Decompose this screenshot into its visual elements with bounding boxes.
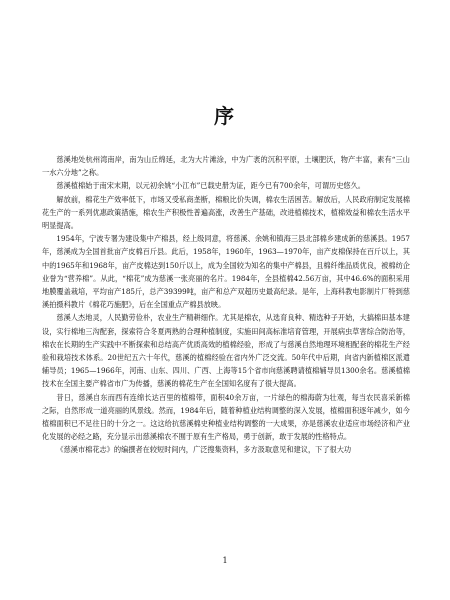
body-text xyxy=(42,153,410,457)
paragraph: 1954年，宁波专署为建设集中产棉县，经上级同意，将慈溪、余姚和镇海三县北部棉乡建成新的慈溪县。1957年，慈溪成为全国首批亩产皮棉百斤县。此后，1958年，1960年，1963—1970年，亩产皮棉保持在百斤以上，其中的1965年和1968年，亩产皮棉达到150斤以上，成为全国较为知名的集中产棉县，且棉纤维品质优良，被棉纺企业誉为“营养棉”。从此，“棉花”成为慈溪一张亮丽的名片。1984年，全县植棉42.56万亩，其中46.6%的面积采用地膜覆盖栽培，平均亩产185斤，总产39399吨，亩产和总产双超历史最高纪录。是年，上海科教电影制片厂特到慈溪拍摄科教片《棉花巧施肥》，后在全国重点产棉县放映。 xyxy=(42,234,410,310)
paragraph: 解放前，棉花生产效率低下，市场又受私商垄断，棉粮比价失调，棉农生活困苦。解放后，人民政府制定发展棉花生产的一系列优惠政策措施，棉农生产积极性普遍高涨，改善生产基础，改进植棉技术，植棉效益和棉农生活水平明显提高。 xyxy=(42,194,410,231)
page-title: 序 xyxy=(214,104,236,128)
paragraph: 慈溪地处杭州湾南岸，南为山丘绵延，北为大片滩涂，中为广袤的沉积平原，土壤肥沃，物产丰富，素有“三山一水六分地”之称。 xyxy=(42,155,410,178)
paragraph: 昔日，慈溪自东而西有连绵长达百里的植棉带，面积40余万亩，一片绿色的棉海蔚为壮观，每当农民喜采新棉之际，自然形成一道亮丽的风景线。然而，1984年后，随着种植业结构调整的深入发展，植棉面积逐年减少，如今植棉面积已不足往日的十分之一。这这给抗慈溪棉史种植业结构调整的一大成果，亦是慈溪农业适应市场经济和产业化发展的必经之路，充分显示出慈溪棉农不囿于原有生产格局，勇于创新，敢于发展的性格特点。 xyxy=(42,392,410,442)
page-number: 1 xyxy=(222,556,228,565)
paragraph: 慈溪植棉始于南宋末期，以元初余姚“小江布”已载史册为证，距今已有700余年，可谓历史悠久。 xyxy=(56,181,365,191)
paragraph: 慈溪人杰地灵，人民勤劳俭朴，农业生产精耕细作。尤其是棉农，从选育良种、精选种子开始，大搞棉田基本建设，实行棉地三沟配套，探索符合冬夏两熟的合理种植制度，实施田间高标准培育管理，开展病虫草害综合防治等，棉农在长期的生产实践中不断探索和总结高产优质高效的植棉经验，形成了与慈溪自然地理环境相配套的棉花生产经验和栽培技术体系。20世纪五六十年代，慈溪的植棉经验在省内外广泛交流。50年代中后期，向省内新植棉区派遣辅导员；1965—1966年，河南、山东、四川、广西、上海等15个省市向慈溪聘请植棉辅导员1300余名。慈溪植棉技术在全国主要产棉省市广为传播，慈溪的棉花生产在全国知名度有了很大提高。 xyxy=(42,313,410,389)
paragraph: 《慈溪市棉花志》的编撰者在较短时间内，广泛搜集资料，多方汲取意见和建议，下了很大功 xyxy=(56,445,352,455)
